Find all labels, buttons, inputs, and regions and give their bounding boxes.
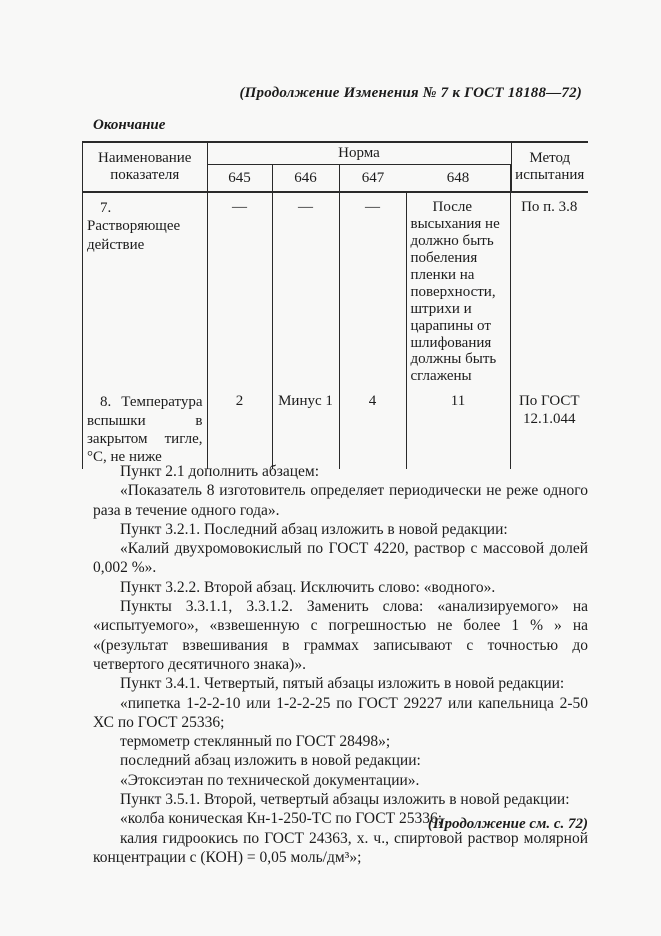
row8-value-646: Минус 1 bbox=[273, 387, 340, 469]
column-header-grade-645: 645 bbox=[208, 165, 273, 191]
column-header-norm: Норма bbox=[208, 143, 511, 165]
row7-value-647: — bbox=[340, 193, 407, 387]
column-header-grade-648: 648 bbox=[407, 165, 511, 191]
column-header-name: Наименование показателя bbox=[83, 143, 208, 191]
amendment-paragraph: Пункт 3.2.1. Последний абзац изложить в новой редакции: bbox=[120, 520, 508, 538]
amendment-paragraph: Пункт 3.2.2. Второй абзац. Исключить слово: «водного». bbox=[120, 578, 496, 596]
amendment-paragraph: термометр стеклянный по ГОСТ 28498»; bbox=[120, 733, 391, 751]
amendment-paragraph: «Калий двухромовокислый по ГОСТ 4220, раствор с массовой долей 0,002 %». bbox=[93, 540, 588, 577]
page-header-note: (Продолжение Изменения № 7 к ГОСТ 18188—72) bbox=[239, 85, 582, 101]
table-header bbox=[83, 143, 588, 193]
amendment-paragraph: Пункт 3.5.1. Второй, четвертый абзацы изложить в новой редакции: bbox=[120, 791, 570, 809]
row7-value-645: — bbox=[208, 193, 273, 387]
table-continuation-label: Окончание bbox=[93, 117, 166, 133]
row7-method-cell: По п. 3.8 bbox=[521, 199, 578, 215]
amendment-paragraph: «Этоксиэтан по технической документации». bbox=[120, 771, 420, 789]
row8-value-648: 11 bbox=[407, 387, 511, 469]
column-header-method: Метод испытания bbox=[511, 143, 589, 191]
row7-name-cell: 7. Растворяющее действие bbox=[83, 193, 208, 387]
amendment-paragraph: «Показатель 8 изготовитель определяет периодически не реже одного раза в течение одного года». bbox=[93, 482, 588, 519]
amendment-paragraph: последний абзац изложить в новой редакции: bbox=[120, 752, 421, 770]
row8-name-cell: 8. Температура вспышки в закрытом тигле, °С, не ниже bbox=[83, 387, 208, 469]
page-footer-note: (Продолжение см. с. 72) bbox=[427, 816, 588, 832]
table-row bbox=[83, 193, 588, 387]
column-header-grade-647: 647 bbox=[361, 169, 385, 186]
row7-value-648: После высыхания не должно быть побеления пленки на поверхности, штрихи и царапины от шлифования должны быть сглажены bbox=[407, 193, 511, 387]
amendment-paragraph: Пункты 3.3.1.1, 3.3.1.2. Заменить слова: «анализируемого» на «испытуемого», «взвешенную с погрешностью не более 1 % » на «(результат взвешивания в граммах записывают с точностью до четвертого десятичного знака)». bbox=[93, 598, 588, 673]
table-row bbox=[83, 387, 588, 469]
amendment-paragraph: Пункт 2.1 дополнить абзацем: bbox=[120, 463, 320, 480]
amendment-paragraph: Пункт 3.4.1. Четвертый, пятый абзацы изложить в новой редакции: bbox=[120, 675, 565, 693]
row8-value-645: 2 bbox=[208, 387, 273, 469]
amendment-paragraph: «колба коническая Кн-1-250-ТС по ГОСТ 25336; bbox=[120, 810, 443, 828]
requirements-table bbox=[82, 141, 588, 469]
amendment-paragraph: «пипетка 1-2-2-10 или 1-2-2-25 по ГОСТ 29227 или капельница 2-50 ХС по ГОСТ 25336; bbox=[93, 694, 588, 731]
amendment-paragraph: калия гидроокись по ГОСТ 24363, х. ч., спиртовой раствор молярной концентрации с (КОН) = 0,05 моль/дм³»; bbox=[93, 829, 588, 866]
column-header-grade-646: 646 bbox=[273, 165, 340, 191]
row8-value-647: 4 bbox=[340, 387, 407, 469]
row8-method-cell: По ГОСТ 12.1.044 bbox=[518, 393, 580, 427]
row7-value-646: — bbox=[273, 193, 340, 387]
amendment-paragraphs bbox=[93, 462, 588, 867]
